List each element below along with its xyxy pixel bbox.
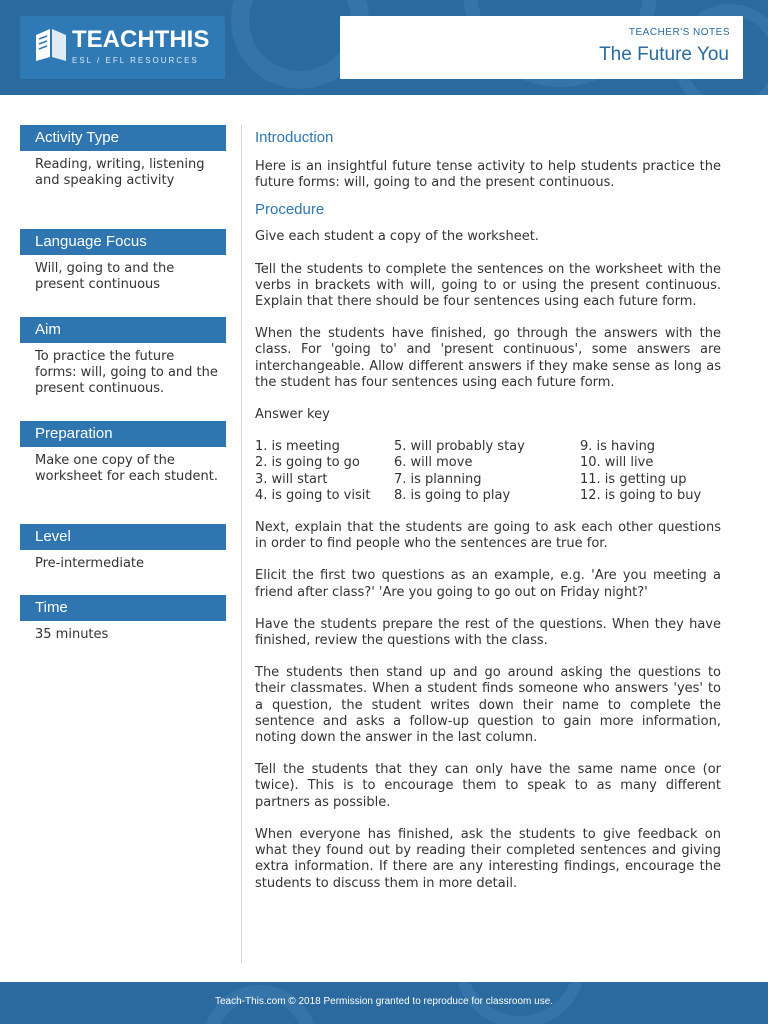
sidebar-heading: Aim [20,317,226,343]
teachthis-logo[interactable] [20,16,225,79]
sidebar-value: Pre-intermediate [35,556,145,571]
procedure-paragraph: Tell the students to complete the sentences on the worksheet with the verbs in brackets with will, going to or using the present continuous. Explain that there should be four sentences using each future form. [255,261,721,310]
footer-bar [0,982,768,1024]
answer-item: 12. is going to buy [580,487,702,503]
procedure-paragraph: When the students have finished, go through the answers with the class. For 'going to' and 'present continuous', some answers are interchangeable. Allow different answers if they make sense as long as the student has four sentences using each future form. [255,326,721,390]
procedure-paragraph: Next, explain that the students are going to ask each other questions in order to find people who the sentences are true for. [255,520,721,552]
sidebar-heading: Preparation [20,421,226,447]
procedure-heading: Procedure [255,201,325,219]
introduction-heading: Introduction [255,129,334,146]
answer-item: 9. is having [580,439,656,455]
answer-item: 11. is getting up [580,471,687,487]
header-bar [0,0,768,95]
sidebar-value: To practice the future forms: will, going to and the present continuous. [35,349,218,396]
answer-key-list [255,439,721,504]
sidebar-language-focus [20,229,226,293]
logo-subtitle: ESL / EFL RESOURCES [72,56,199,65]
sidebar-value: Will, going to and the present continuous [35,261,175,292]
sidebar-preparation [20,421,226,485]
logo-text: TEACHTHIS [72,26,210,53]
sidebar-time [20,595,226,643]
sidebar-value: 35 minutes [35,627,109,642]
sidebar-heading: Time [20,595,226,621]
answer-item: 3. will start [255,471,328,487]
procedure-paragraph: Elicit the first two questions as an example, e.g. 'Are you meeting a friend after class?' 'Are you going to go out on Friday night?' [255,568,721,600]
answer-item: 7. is planning [394,471,482,487]
sidebar-activity-type [20,125,226,189]
procedure-paragraph: Give each student a copy of the worksheet. [255,229,539,245]
procedure-paragraph: The students then stand up and go around asking the questions to their classmates. When a student finds someone who answers 'yes' to a question, the student writes down their name to complete the sentence and asks a follow-up question to gain more information, noting down the answer in the last column. [255,665,721,746]
procedure-paragraph: When everyone has finished, ask the students to give feedback on what they found out by reading their completed sentences and giving extra information. If there are any interesting findings, encourage the students to discuss them in more detail. [255,826,721,891]
introduction-text: Here is an insightful future tense activity to help students practice the future forms: will, going to and the present continuous. [255,159,721,191]
book-icon [34,27,68,63]
sidebar-heading: Level [20,524,226,550]
page-title: The Future You [599,44,729,65]
main-content [255,128,721,892]
answer-item: 8. is going to play [394,487,511,503]
answer-item: 5. will probably stay [394,439,525,455]
column-divider [241,125,242,963]
answer-item: 1. is meeting [255,439,340,455]
procedure-paragraph: Tell the students that they can only have the same name once (or twice). This is to encourage them to speak to as many different partners as possible. [255,762,721,810]
answer-item: 4. is going to visit [255,487,371,503]
title-box [340,16,743,79]
sidebar-heading: Language Focus [20,229,226,255]
answer-item: 6. will move [394,455,473,471]
footer-copyright: Teach-This.com © 2018 Permission granted to reproduce for classroom use. [214,996,554,1007]
sidebar-level [20,524,226,572]
answer-item: 2. is going to go [255,455,360,471]
sidebar-value: Make one copy of the worksheet for each student. [35,453,219,484]
sidebar-value: Reading, writing, listening and speaking activity [35,157,205,188]
answer-item: 10. will live [580,455,654,471]
procedure-paragraph: Have the students prepare the rest of the questions. When they have finished, review the questions with the class. [255,616,721,649]
notes-label: TEACHER'S NOTES [628,27,730,38]
sidebar-heading: Activity Type [20,125,226,151]
sidebar-aim [20,317,226,397]
answer-key-label: Answer key [255,407,330,423]
